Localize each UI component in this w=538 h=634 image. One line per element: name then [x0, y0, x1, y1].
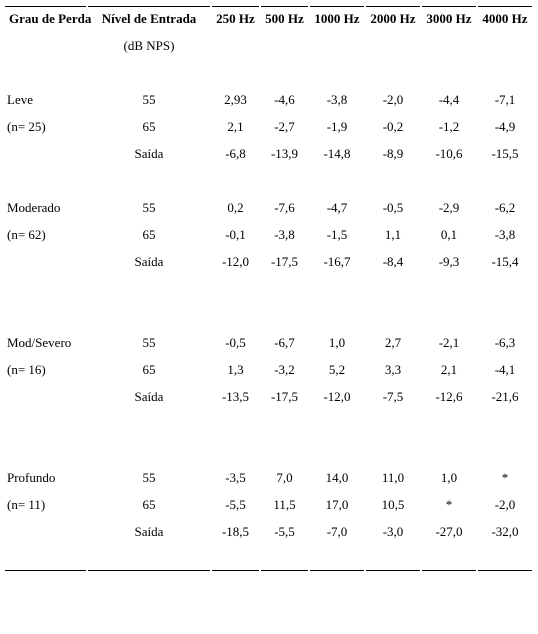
entry-level: 55: [142, 335, 156, 350]
value-cell: -5,5: [274, 524, 295, 539]
value-cell: -16,7: [323, 254, 351, 269]
header-freq-3000hz: 3000 Hz: [426, 11, 472, 26]
value-cell: -1,2: [438, 119, 460, 134]
value-cell: 2,1: [227, 119, 244, 134]
top-rule-3: [261, 6, 308, 7]
group-n-profundo: (n= 11): [7, 497, 46, 512]
entry-level: 65: [142, 227, 156, 242]
group-name-moderado: Moderado: [7, 200, 61, 215]
entry-level: 65: [142, 119, 156, 134]
value-cell: -6,8: [225, 146, 246, 161]
entry-level: Saída: [134, 524, 164, 539]
value-cell: 11,0: [381, 470, 405, 485]
value-cell: -15,4: [491, 254, 519, 269]
value-cell: -8,9: [382, 146, 404, 161]
value-cell: -17,5: [270, 389, 299, 404]
value-cell: -27,0: [435, 524, 463, 539]
value-cell: 7,0: [276, 470, 293, 485]
value-cell: 0,2: [227, 200, 244, 215]
entry-level: 65: [142, 362, 156, 377]
group-name-leve: Leve: [7, 92, 33, 107]
bottom-rule-6: [422, 570, 476, 571]
value-cell: 1,1: [384, 227, 402, 242]
value-cell: *: [445, 497, 453, 512]
value-cell: -0,5: [382, 200, 404, 215]
value-cell: -4,7: [326, 200, 348, 215]
group-name-mod-severo: Mod/Severo: [7, 335, 72, 350]
value-cell: 2,1: [440, 362, 458, 377]
value-cell: -0,5: [225, 335, 246, 350]
header-grau-de-perda: Grau de Perda: [9, 11, 92, 26]
value-cell: 1,0: [328, 335, 346, 350]
top-rule-6: [422, 6, 476, 7]
value-cell: -2,1: [438, 335, 460, 350]
value-cell: -2,7: [274, 119, 295, 134]
value-cell: -32,0: [491, 524, 519, 539]
bottom-rule-5: [366, 570, 420, 571]
bottom-rule-0: [5, 570, 86, 571]
entry-level: Saída: [134, 389, 164, 404]
value-cell: -3,2: [274, 362, 295, 377]
value-cell: -17,5: [270, 254, 299, 269]
value-cell: 2,7: [384, 335, 402, 350]
value-cell: 17,0: [325, 497, 349, 512]
bottom-rule-4: [310, 570, 364, 571]
header-freq-1000hz: 1000 Hz: [314, 11, 360, 26]
value-cell: -2,0: [382, 92, 404, 107]
top-rule-7: [478, 6, 532, 7]
bottom-rule-2: [212, 570, 259, 571]
value-cell: -12,0: [221, 254, 250, 269]
top-rule-2: [212, 6, 259, 7]
entry-level: 55: [142, 92, 156, 107]
value-cell: -12,6: [435, 389, 463, 404]
value-cell: -6,2: [494, 200, 516, 215]
value-cell: -3,5: [225, 470, 246, 485]
bottom-rule-7: [478, 570, 532, 571]
entry-level: 65: [142, 497, 156, 512]
value-cell: -6,7: [274, 335, 295, 350]
value-cell: 11,5: [273, 497, 296, 512]
header-nivel-unit: (dB NPS): [123, 38, 175, 53]
value-cell: -0,1: [225, 227, 246, 242]
header-nivel-de-entrada: Nível de Entrada: [101, 11, 197, 26]
group-n-mod-severo: (n= 16): [7, 362, 46, 377]
group-name-profundo: Profundo: [7, 470, 56, 485]
value-cell: -3,8: [326, 92, 348, 107]
value-cell: -1,9: [326, 119, 348, 134]
value-cell: 5,2: [328, 362, 346, 377]
value-cell: -7,5: [382, 389, 404, 404]
value-cell: -1,5: [326, 227, 348, 242]
entry-level: Saída: [134, 146, 164, 161]
value-cell: 14,0: [325, 470, 349, 485]
value-cell: 3,3: [384, 362, 402, 377]
value-cell: 1,3: [227, 362, 244, 377]
value-cell: -4,1: [494, 362, 516, 377]
value-cell: -14,8: [323, 146, 351, 161]
value-cell: -21,6: [491, 389, 519, 404]
value-cell: 1,0: [440, 470, 458, 485]
group-n-leve: (n= 25): [7, 119, 46, 134]
value-cell: -2,9: [438, 200, 460, 215]
top-rule-0: [5, 6, 86, 7]
entry-level: Saída: [134, 254, 164, 269]
header-freq-500hz: 500 Hz: [265, 11, 304, 26]
entry-level: 55: [142, 200, 156, 215]
header-freq-2000hz: 2000 Hz: [370, 11, 416, 26]
top-rule-4: [310, 6, 364, 7]
header-freq-250hz: 250 Hz: [216, 11, 255, 26]
value-cell: -4,4: [438, 92, 460, 107]
value-cell: -7,1: [494, 92, 516, 107]
value-cell: -15,5: [491, 146, 519, 161]
value-cell: -3,8: [494, 227, 516, 242]
value-cell: -9,3: [438, 254, 460, 269]
bottom-rule-1: [88, 570, 210, 571]
value-cell: 10,5: [381, 497, 405, 512]
value-cell: -12,0: [323, 389, 351, 404]
group-n-moderado: (n= 62): [7, 227, 46, 242]
value-cell: -4,9: [494, 119, 516, 134]
value-cell: -4,6: [274, 92, 295, 107]
value-cell: -13,5: [221, 389, 250, 404]
bottom-rule-3: [261, 570, 308, 571]
entry-level: 55: [142, 470, 156, 485]
value-cell: -7,6: [274, 200, 295, 215]
value-cell: -7,0: [326, 524, 348, 539]
value-cell: -13,9: [270, 146, 299, 161]
value-cell: -3,0: [382, 524, 404, 539]
value-cell: 2,93: [224, 92, 247, 107]
top-rule-5: [366, 6, 420, 7]
top-rule-1: [88, 6, 210, 7]
value-cell: -5,5: [225, 497, 246, 512]
value-cell: -3,8: [274, 227, 295, 242]
header-freq-4000hz: 4000 Hz: [482, 11, 528, 26]
value-cell: *: [501, 470, 509, 485]
value-cell: -2,0: [494, 497, 516, 512]
value-cell: -18,5: [221, 524, 250, 539]
value-cell: -6,3: [494, 335, 516, 350]
value-cell: -0,2: [382, 119, 404, 134]
value-cell: 0,1: [440, 227, 458, 242]
value-cell: -8,4: [382, 254, 404, 269]
value-cell: -10,6: [435, 146, 463, 161]
